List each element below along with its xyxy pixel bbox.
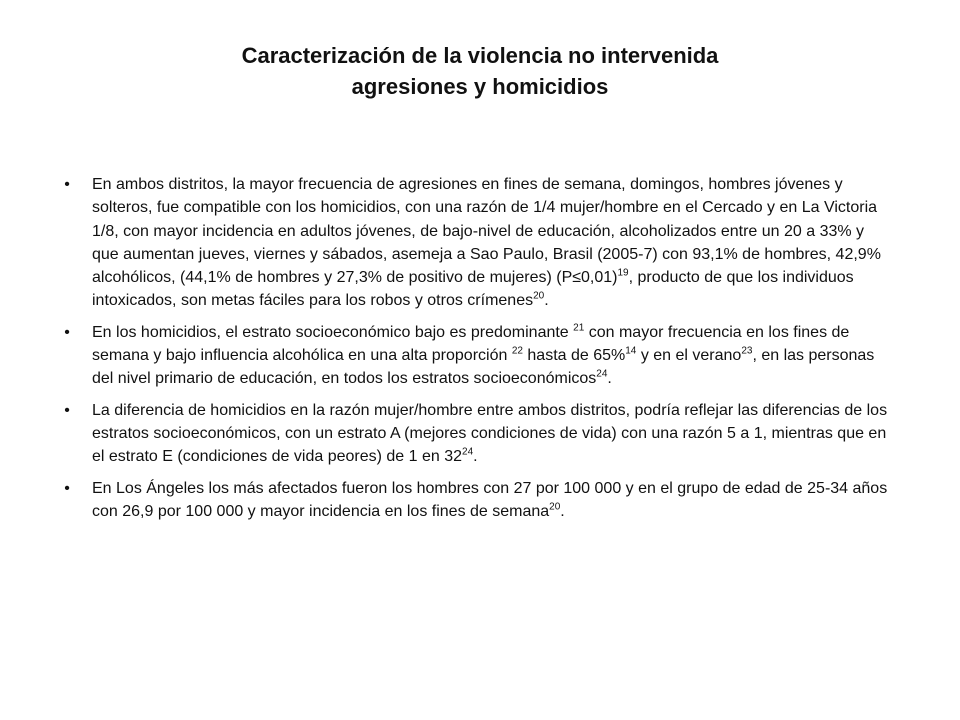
bullet-dot-icon: • — [64, 176, 70, 193]
bullet-item — [60, 173, 890, 313]
bullet-text: En Los Ángeles los más afectados fueron los hombres con 27 por 100 000 y en el grupo de edad de 25-34 años con 26,9 por 100 000 y mayor incidencia en los fines de semana$^{20}$. — [92, 479, 888, 520]
reference-superscript: 20 — [549, 501, 561, 513]
slide-title — [120, 40, 840, 102]
bullet-text: En los homicidios, el estrato socioeconómico bajo es predominante $^{21}$ con mayor frecuencia en los fines de semana y bajo influencia alcohólica en una alta proporción $^{22}$ hasta de 65%$^{14}$ y en el verano$^{23}$, en las personas del nivel primario de educación, en todos los estratos socioeconómicos$^{24}$. — [92, 322, 875, 388]
bullet-item — [60, 321, 890, 391]
reference-superscript: 22 — [511, 345, 523, 357]
reference-superscript: 24 — [462, 446, 474, 458]
bullet-text: La diferencia de homicidios en la razón mujer/hombre entre ambos distritos, podría reflejar las diferencias de los estratos socioeconómicos, con un estrato A (mejores condiciones de vida) con una razón 5 a 1, mientras que en el estrato E (condiciones de vida peores) de 1 en $32^{24}$. — [92, 401, 888, 466]
reference-superscript: 20 — [533, 291, 545, 303]
bullet-item — [60, 477, 890, 524]
reference-superscript: 14 — [625, 345, 637, 357]
reference-superscript: 24 — [596, 369, 608, 381]
bullet-text: En ambos distritos, la mayor frecuencia de agresiones en fines de semana, domingos, hombres jóvenes y solteros, fue compatible con los homicidios, con una razón de 1/4 mujer/hombre en el Cercado y en La Victoria 1/8, con mayor incidencia en adultos jóvenes, de bajo-nivel de educación, alcoholizados entre un 20 a 33% y que aumentan jueves, viernes y sábados, asemeja a Sao Paulo, Brasil (2005-7) con 93,1% de hombres, 42,9% alcohólicos, (44,1% de hombres y 27,3% de positivo de mujeres) (P≤0,01)$^{19}$, producto de que los individuos intoxicados, son metas fáciles para los robos y otros crímenes$^{20}$. — [92, 176, 881, 310]
bullet-item — [60, 399, 890, 469]
reference-superscript: 23 — [741, 345, 753, 357]
slide-title-line-1: Caracterización de la violencia no intervenida — [241, 43, 719, 68]
reference-superscript: 21 — [573, 322, 585, 334]
bullet-dot-icon: • — [64, 479, 70, 497]
bullet-list — [60, 173, 890, 531]
slide-title-line-2: agresiones y homicidios — [351, 74, 609, 99]
reference-superscript: 19 — [617, 267, 629, 279]
bullet-dot-icon: • — [64, 401, 70, 419]
bullet-dot-icon: • — [64, 323, 70, 341]
